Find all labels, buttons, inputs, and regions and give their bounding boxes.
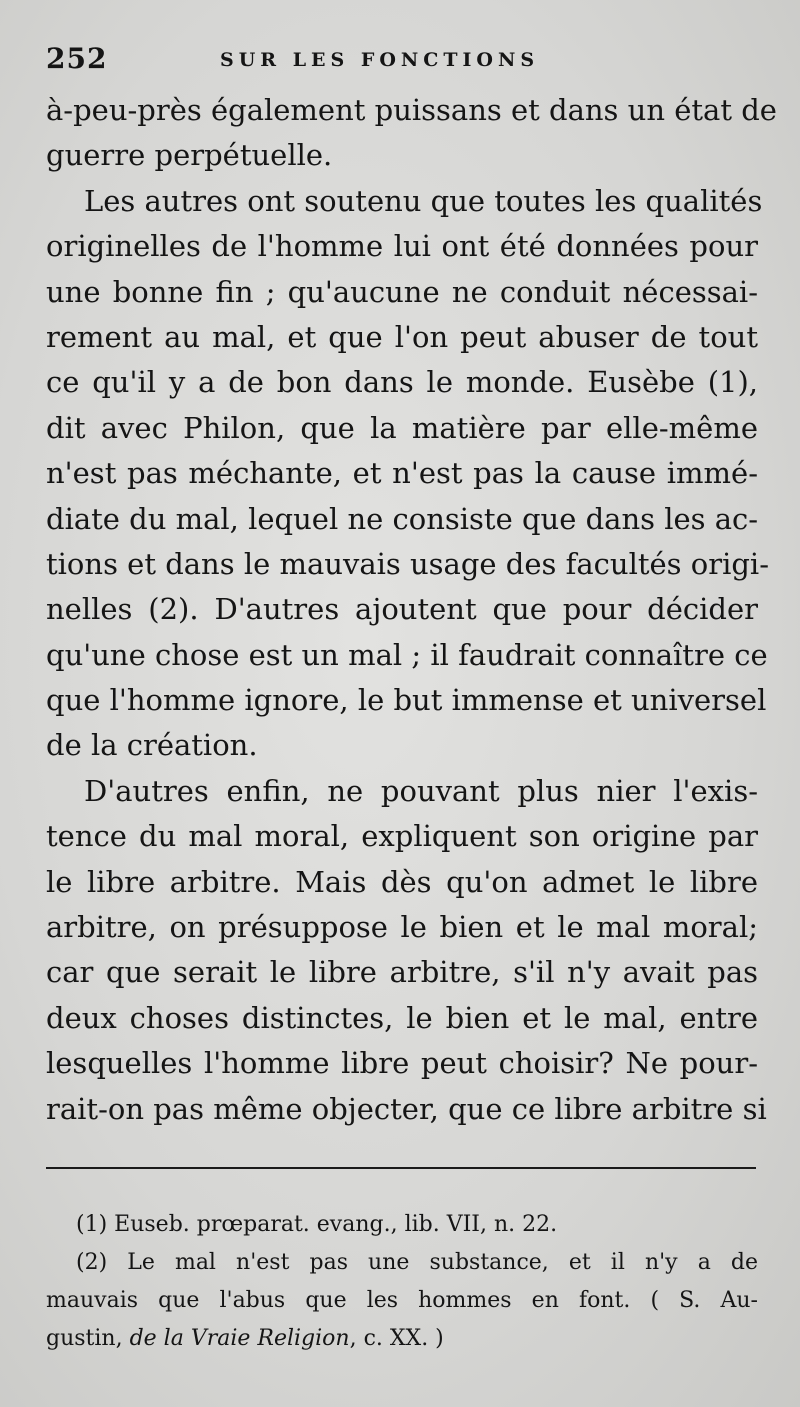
footnote-2-line [46,1320,758,1358]
text-line: qu'une chose est un mal ; il faudrait connaître ce [46,637,768,672]
text-line: deux choses distinctes, le bien et le mal, entre [46,1000,758,1035]
footnote-2-line: mauvais que l'abus que les hommes en font. ( S. Au- [46,1288,758,1313]
text-line: ce qu'il y a de bon dans le monde. Eusèbe (1), [46,365,758,400]
text-line: dit avec Philon, que la matière par elle-même [46,410,758,445]
footnotes [46,1206,758,1358]
text-line: diate du mal, lequel ne consiste que dans les ac- [46,501,759,536]
footnote-2-author: gustin, [46,1326,130,1351]
page-number: 252 [46,42,108,75]
text-line: de la création. [46,728,258,763]
footnote-2-work-title: de la Vraie Religion [129,1326,350,1351]
text-line: Les autres ont soutenu que toutes les qualités [84,183,763,218]
text-line: à-peu-près également puissans et dans un état de [46,93,777,127]
text-line: n'est pas méchante, et n'est pas la cause immé- [46,456,758,491]
text-line: D'autres enfin, ne pouvant plus nier l'exis- [84,773,758,808]
text-line: guerre perpétuelle. [46,138,333,173]
running-head: SUR LES FONCTIONS [220,49,540,71]
text-line: arbitre, on présuppose le bien et le mal moral; [46,910,758,945]
text-line: rement au mal, et que l'on peut abuser de tout [46,319,758,354]
page-header [46,40,746,80]
text-line: une bonne fin ; qu'aucune ne conduit nécessai- [46,274,758,309]
text-line: lesquelles l'homme libre peut choisir? Ne pour- [46,1046,758,1081]
text-line: tence du mal moral, expliquent son origine par [46,819,758,854]
text-line: car que serait le libre arbitre, s'il n'y avait pas [46,955,758,990]
text-line: tions et dans le mauvais usage des facultés origi- [46,546,769,581]
footnote-2-line: (2) Le mal n'est pas une substance, et il n'y a de [76,1250,758,1275]
footnote-rule [46,1167,756,1169]
text-line: rait-on pas même objecter, que ce libre arbitre si [46,1091,767,1126]
body-text [46,88,777,1132]
text-line: originelles de l'homme lui ont été données pour [46,229,758,264]
text-line: que l'homme ignore, le but immense et universel [46,683,767,718]
text-line: le libre arbitre. Mais dès qu'on admet le libre [46,864,758,899]
footnote-2-reference: , c. XX. ) [349,1326,444,1351]
footnote-1: (1) Euseb. prœparat. evang., lib. VII, n. 22. [76,1212,558,1237]
text-line: nelles (2). D'autres ajoutent que pour décider [46,592,758,627]
